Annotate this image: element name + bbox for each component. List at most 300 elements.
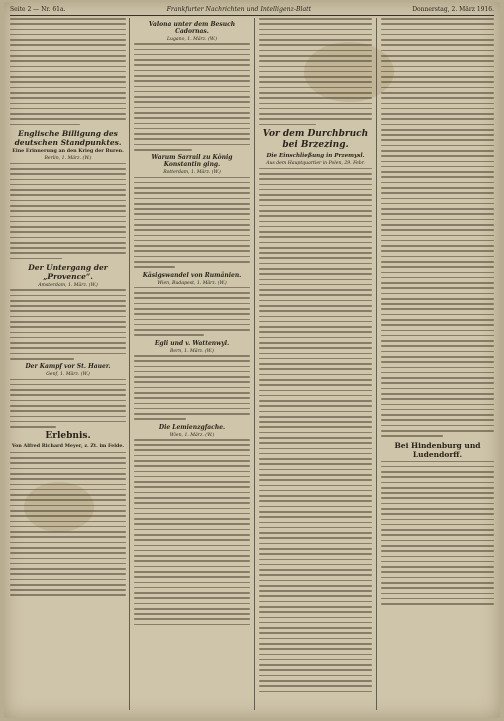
text-line bbox=[381, 203, 494, 205]
text-line bbox=[134, 613, 250, 615]
text-line bbox=[381, 471, 494, 473]
text-line bbox=[259, 252, 372, 254]
text-line bbox=[259, 574, 372, 576]
text-line bbox=[10, 563, 126, 565]
text-line bbox=[259, 463, 372, 465]
text-line bbox=[259, 23, 372, 25]
text-line bbox=[259, 522, 372, 524]
text-line bbox=[381, 108, 494, 110]
text-line bbox=[259, 537, 372, 539]
text-line bbox=[381, 335, 494, 337]
text-line bbox=[134, 107, 250, 109]
text-line bbox=[134, 229, 250, 231]
text-line bbox=[381, 103, 494, 105]
text-line bbox=[381, 81, 494, 83]
text-line bbox=[10, 23, 126, 25]
text-line bbox=[259, 426, 372, 428]
subheadline: Die Einschließung in Przemysl. bbox=[266, 152, 365, 159]
text-line bbox=[134, 555, 250, 557]
text-line bbox=[10, 66, 126, 68]
text-line bbox=[10, 194, 126, 196]
text-line bbox=[134, 439, 250, 441]
text-line bbox=[259, 543, 372, 545]
text-line bbox=[10, 452, 126, 454]
text-line bbox=[134, 261, 250, 263]
text-line bbox=[134, 539, 250, 541]
text-line bbox=[259, 226, 372, 228]
text-line bbox=[381, 245, 494, 247]
text-line bbox=[10, 321, 126, 323]
text-line bbox=[259, 590, 372, 592]
text-line bbox=[381, 44, 494, 46]
text-line bbox=[381, 603, 494, 605]
text-line bbox=[259, 606, 372, 608]
text-line bbox=[10, 510, 126, 512]
text-line bbox=[381, 198, 494, 200]
text-line bbox=[10, 71, 126, 73]
text-line bbox=[381, 435, 443, 437]
text-line bbox=[381, 571, 494, 573]
text-line bbox=[134, 192, 250, 194]
text-line bbox=[381, 171, 494, 173]
text-line bbox=[134, 133, 250, 135]
text-line bbox=[259, 279, 372, 281]
text-line bbox=[259, 87, 372, 89]
text-line bbox=[134, 608, 250, 610]
text-line bbox=[259, 569, 372, 571]
text-line bbox=[381, 550, 494, 552]
headline: Käsigswandel von Rumänien. bbox=[142, 271, 242, 279]
text-line bbox=[134, 313, 250, 315]
article-body bbox=[259, 168, 372, 692]
text-line bbox=[259, 500, 372, 502]
article-body bbox=[134, 43, 250, 150]
text-line bbox=[259, 432, 372, 434]
text-line bbox=[134, 545, 250, 547]
dateline: Amsterdam, 1. März. (W.) bbox=[38, 283, 98, 289]
text-line bbox=[10, 594, 126, 596]
text-line bbox=[134, 144, 250, 146]
text-line bbox=[134, 219, 250, 221]
text-line bbox=[134, 587, 250, 589]
text-line bbox=[381, 372, 494, 374]
text-line bbox=[10, 92, 126, 94]
text-line bbox=[381, 76, 494, 78]
text-line bbox=[259, 659, 372, 661]
text-line bbox=[10, 39, 126, 41]
text-line bbox=[134, 334, 204, 336]
text-line bbox=[259, 71, 372, 73]
dateline: Bern, 1. März. (W.) bbox=[170, 348, 214, 354]
text-line bbox=[10, 189, 126, 191]
text-line bbox=[259, 421, 372, 423]
text-line bbox=[381, 50, 494, 52]
text-line bbox=[134, 360, 250, 362]
text-line bbox=[10, 547, 126, 549]
text-line bbox=[134, 387, 250, 389]
text-line bbox=[10, 421, 126, 423]
text-line bbox=[10, 221, 126, 223]
text-line bbox=[134, 471, 250, 473]
column-1 bbox=[10, 18, 126, 710]
text-line bbox=[10, 389, 126, 391]
text-line bbox=[381, 540, 494, 542]
text-line bbox=[259, 310, 372, 312]
text-line bbox=[134, 497, 250, 499]
text-line bbox=[259, 92, 372, 94]
text-line bbox=[10, 44, 126, 46]
text-line bbox=[10, 542, 126, 544]
header-page-number: Seite 2 — Nr. 61a. bbox=[10, 6, 66, 13]
text-line bbox=[134, 324, 250, 326]
text-line bbox=[381, 155, 494, 157]
text-line bbox=[259, 638, 372, 640]
text-line bbox=[134, 560, 250, 562]
text-line bbox=[259, 337, 372, 339]
text-line bbox=[381, 219, 494, 221]
text-line bbox=[381, 404, 494, 406]
text-line bbox=[134, 123, 250, 125]
text-line bbox=[134, 250, 250, 252]
text-line bbox=[381, 229, 494, 231]
text-line bbox=[381, 298, 494, 300]
text-line bbox=[259, 384, 372, 386]
text-line bbox=[10, 163, 126, 165]
text-line bbox=[259, 113, 372, 115]
text-line bbox=[259, 353, 372, 355]
text-line bbox=[259, 81, 372, 83]
text-line bbox=[259, 379, 372, 381]
text-line bbox=[134, 371, 250, 373]
text-line bbox=[134, 208, 250, 210]
text-line bbox=[381, 113, 494, 115]
text-line bbox=[381, 224, 494, 226]
text-line bbox=[10, 237, 126, 239]
text-line bbox=[134, 518, 250, 520]
text-line bbox=[10, 337, 126, 339]
text-line bbox=[10, 76, 126, 78]
text-line bbox=[10, 60, 126, 62]
text-line bbox=[10, 310, 126, 312]
text-line bbox=[381, 118, 494, 120]
text-line bbox=[259, 474, 372, 476]
article-body bbox=[10, 452, 126, 596]
text-line bbox=[381, 256, 494, 258]
text-line bbox=[134, 213, 250, 215]
text-line bbox=[259, 168, 372, 170]
text-line bbox=[10, 242, 126, 244]
dateline: Genf, 1. März. (W.) bbox=[46, 372, 90, 378]
text-line bbox=[10, 358, 74, 360]
text-line bbox=[10, 34, 126, 36]
text-line bbox=[381, 71, 494, 73]
text-line bbox=[381, 487, 494, 489]
text-line bbox=[259, 595, 372, 597]
text-line bbox=[134, 182, 250, 184]
text-line bbox=[134, 392, 250, 394]
text-line bbox=[10, 573, 126, 575]
text-line bbox=[10, 300, 126, 302]
text-line bbox=[10, 173, 126, 175]
text-line bbox=[134, 54, 250, 56]
text-line bbox=[10, 55, 126, 57]
text-line bbox=[259, 458, 372, 460]
text-line bbox=[10, 216, 126, 218]
text-line bbox=[381, 23, 494, 25]
text-line bbox=[381, 92, 494, 94]
text-line bbox=[259, 442, 372, 444]
text-line bbox=[134, 481, 250, 483]
text-line bbox=[259, 247, 372, 249]
text-line bbox=[134, 177, 250, 179]
text-line bbox=[259, 622, 372, 624]
dateline: Wien, Budapest, 1. März. (W.) bbox=[157, 280, 227, 286]
text-line bbox=[134, 112, 250, 114]
header-date: Donnerstag, 2. März 1916. bbox=[412, 6, 494, 13]
article-body bbox=[134, 177, 250, 268]
text-line bbox=[134, 128, 250, 130]
text-line bbox=[381, 250, 494, 252]
text-line bbox=[381, 556, 494, 558]
article-body bbox=[10, 289, 126, 359]
text-line bbox=[10, 97, 126, 99]
text-line bbox=[259, 236, 372, 238]
text-line bbox=[10, 342, 126, 344]
text-line bbox=[381, 314, 494, 316]
text-line bbox=[259, 268, 372, 270]
text-line bbox=[259, 66, 372, 68]
text-line bbox=[381, 150, 494, 152]
text-line bbox=[259, 405, 372, 407]
text-line bbox=[259, 669, 372, 671]
text-line bbox=[134, 149, 192, 151]
text-line bbox=[10, 18, 126, 20]
text-line bbox=[381, 356, 494, 358]
text-line bbox=[10, 494, 126, 496]
text-line bbox=[259, 242, 372, 244]
text-line bbox=[10, 457, 126, 459]
text-line bbox=[259, 44, 372, 46]
text-line bbox=[10, 384, 126, 386]
text-line bbox=[134, 529, 250, 531]
article-body bbox=[10, 163, 126, 260]
text-line bbox=[381, 598, 494, 600]
text-line bbox=[381, 303, 494, 305]
text-line bbox=[259, 300, 372, 302]
text-line bbox=[134, 465, 250, 467]
text-line bbox=[259, 50, 372, 52]
text-line bbox=[259, 173, 372, 175]
dateline: Wien, 1. März. (W.) bbox=[169, 432, 215, 438]
text-line bbox=[381, 324, 494, 326]
text-line bbox=[259, 485, 372, 487]
text-line bbox=[134, 603, 250, 605]
text-line bbox=[259, 321, 372, 323]
text-line bbox=[381, 182, 494, 184]
text-line bbox=[134, 592, 250, 594]
text-line bbox=[259, 495, 372, 497]
text-line bbox=[10, 113, 126, 115]
text-line bbox=[134, 96, 250, 98]
text-line bbox=[134, 624, 250, 626]
text-line bbox=[134, 397, 250, 399]
text-line bbox=[134, 381, 250, 383]
text-line bbox=[134, 508, 250, 510]
text-line bbox=[381, 492, 494, 494]
newspaper-page bbox=[4, 2, 500, 718]
text-line bbox=[259, 108, 372, 110]
text-line bbox=[259, 685, 372, 687]
text-line bbox=[381, 345, 494, 347]
article-body bbox=[134, 355, 250, 420]
text-line bbox=[381, 419, 494, 421]
text-line bbox=[259, 490, 372, 492]
headline: Englische Billigung des deutschen Standpunktes. bbox=[14, 128, 122, 147]
text-line bbox=[259, 76, 372, 78]
text-line bbox=[381, 187, 494, 189]
text-line bbox=[259, 564, 372, 566]
text-line bbox=[134, 534, 250, 536]
text-line bbox=[134, 618, 250, 620]
text-line bbox=[381, 377, 494, 379]
text-line bbox=[381, 319, 494, 321]
text-line bbox=[259, 263, 372, 265]
text-line bbox=[381, 398, 494, 400]
text-line bbox=[10, 462, 126, 464]
text-line bbox=[134, 455, 250, 457]
dateline: Berlin, 1. März. (W.) bbox=[44, 156, 92, 162]
text-line bbox=[10, 468, 126, 470]
text-line bbox=[259, 548, 372, 550]
text-line bbox=[134, 366, 250, 368]
text-line bbox=[259, 273, 372, 275]
text-line bbox=[259, 331, 372, 333]
text-line bbox=[381, 55, 494, 57]
text-line bbox=[10, 552, 126, 554]
text-line bbox=[381, 60, 494, 62]
text-line bbox=[259, 97, 372, 99]
text-line bbox=[134, 80, 250, 82]
text-line bbox=[10, 200, 126, 202]
text-line bbox=[381, 176, 494, 178]
text-line bbox=[134, 75, 250, 77]
text-line bbox=[381, 134, 494, 136]
text-line bbox=[259, 284, 372, 286]
column-rule bbox=[254, 18, 255, 710]
text-line bbox=[10, 210, 126, 212]
text-line bbox=[381, 577, 494, 579]
text-line bbox=[381, 503, 494, 505]
text-line bbox=[259, 469, 372, 471]
text-line bbox=[259, 516, 372, 518]
text-line bbox=[134, 460, 250, 462]
text-line bbox=[259, 342, 372, 344]
subheadline: Eine Erinnerung an den Krieg der Buren. bbox=[12, 147, 124, 154]
text-line bbox=[381, 261, 494, 263]
text-line bbox=[381, 508, 494, 510]
text-line bbox=[381, 430, 494, 432]
text-line bbox=[10, 50, 126, 52]
text-line bbox=[259, 411, 372, 413]
text-line bbox=[10, 579, 126, 581]
text-line bbox=[134, 523, 250, 525]
text-line bbox=[259, 585, 372, 587]
text-line bbox=[381, 561, 494, 563]
text-line bbox=[134, 287, 250, 289]
article-body bbox=[10, 379, 126, 428]
text-line bbox=[259, 358, 372, 360]
dateline: Lugano, 1. März. (W.) bbox=[166, 37, 218, 42]
text-line bbox=[259, 479, 372, 481]
text-line bbox=[10, 531, 126, 533]
text-line bbox=[381, 97, 494, 99]
article-body bbox=[259, 18, 372, 125]
text-line bbox=[381, 367, 494, 369]
text-line bbox=[259, 416, 372, 418]
text-line bbox=[134, 308, 250, 310]
text-line bbox=[134, 303, 250, 305]
text-line bbox=[381, 282, 494, 284]
text-line bbox=[10, 521, 126, 523]
text-line bbox=[381, 66, 494, 68]
text-line bbox=[259, 199, 372, 201]
text-line bbox=[381, 466, 494, 468]
text-line bbox=[259, 257, 372, 259]
text-line bbox=[381, 287, 494, 289]
text-line bbox=[259, 29, 372, 31]
text-line bbox=[10, 289, 126, 291]
text-line bbox=[134, 49, 250, 51]
text-line bbox=[259, 316, 372, 318]
text-line bbox=[134, 566, 250, 568]
text-line bbox=[10, 316, 126, 318]
subheadline: Von Alfred Richard Meyer, z. Zt. im Felde. bbox=[11, 443, 125, 450]
text-line bbox=[259, 289, 372, 291]
text-line bbox=[259, 400, 372, 402]
text-line bbox=[381, 545, 494, 547]
text-line bbox=[10, 168, 126, 170]
text-line bbox=[259, 611, 372, 613]
text-line bbox=[381, 425, 494, 427]
column-3 bbox=[259, 18, 372, 710]
text-line bbox=[381, 308, 494, 310]
text-line bbox=[381, 29, 494, 31]
text-line bbox=[381, 582, 494, 584]
text-line bbox=[259, 675, 372, 677]
text-line bbox=[10, 347, 126, 349]
text-line bbox=[381, 566, 494, 568]
text-line bbox=[259, 691, 372, 693]
text-line bbox=[134, 329, 250, 331]
text-line bbox=[10, 484, 126, 486]
text-line bbox=[10, 394, 126, 396]
text-line bbox=[259, 527, 372, 529]
headline: Warum Sarrail zu König Konstantin ging. bbox=[151, 154, 233, 169]
text-line bbox=[10, 505, 126, 507]
text-line bbox=[259, 60, 372, 62]
text-line bbox=[10, 258, 62, 260]
text-line bbox=[10, 410, 126, 412]
text-line bbox=[381, 145, 494, 147]
text-line bbox=[134, 576, 250, 578]
text-line bbox=[134, 266, 175, 268]
text-line bbox=[381, 461, 494, 463]
text-line bbox=[10, 536, 126, 538]
text-line bbox=[134, 198, 250, 200]
text-line bbox=[10, 589, 126, 591]
text-line bbox=[10, 205, 126, 207]
text-line bbox=[259, 553, 372, 555]
